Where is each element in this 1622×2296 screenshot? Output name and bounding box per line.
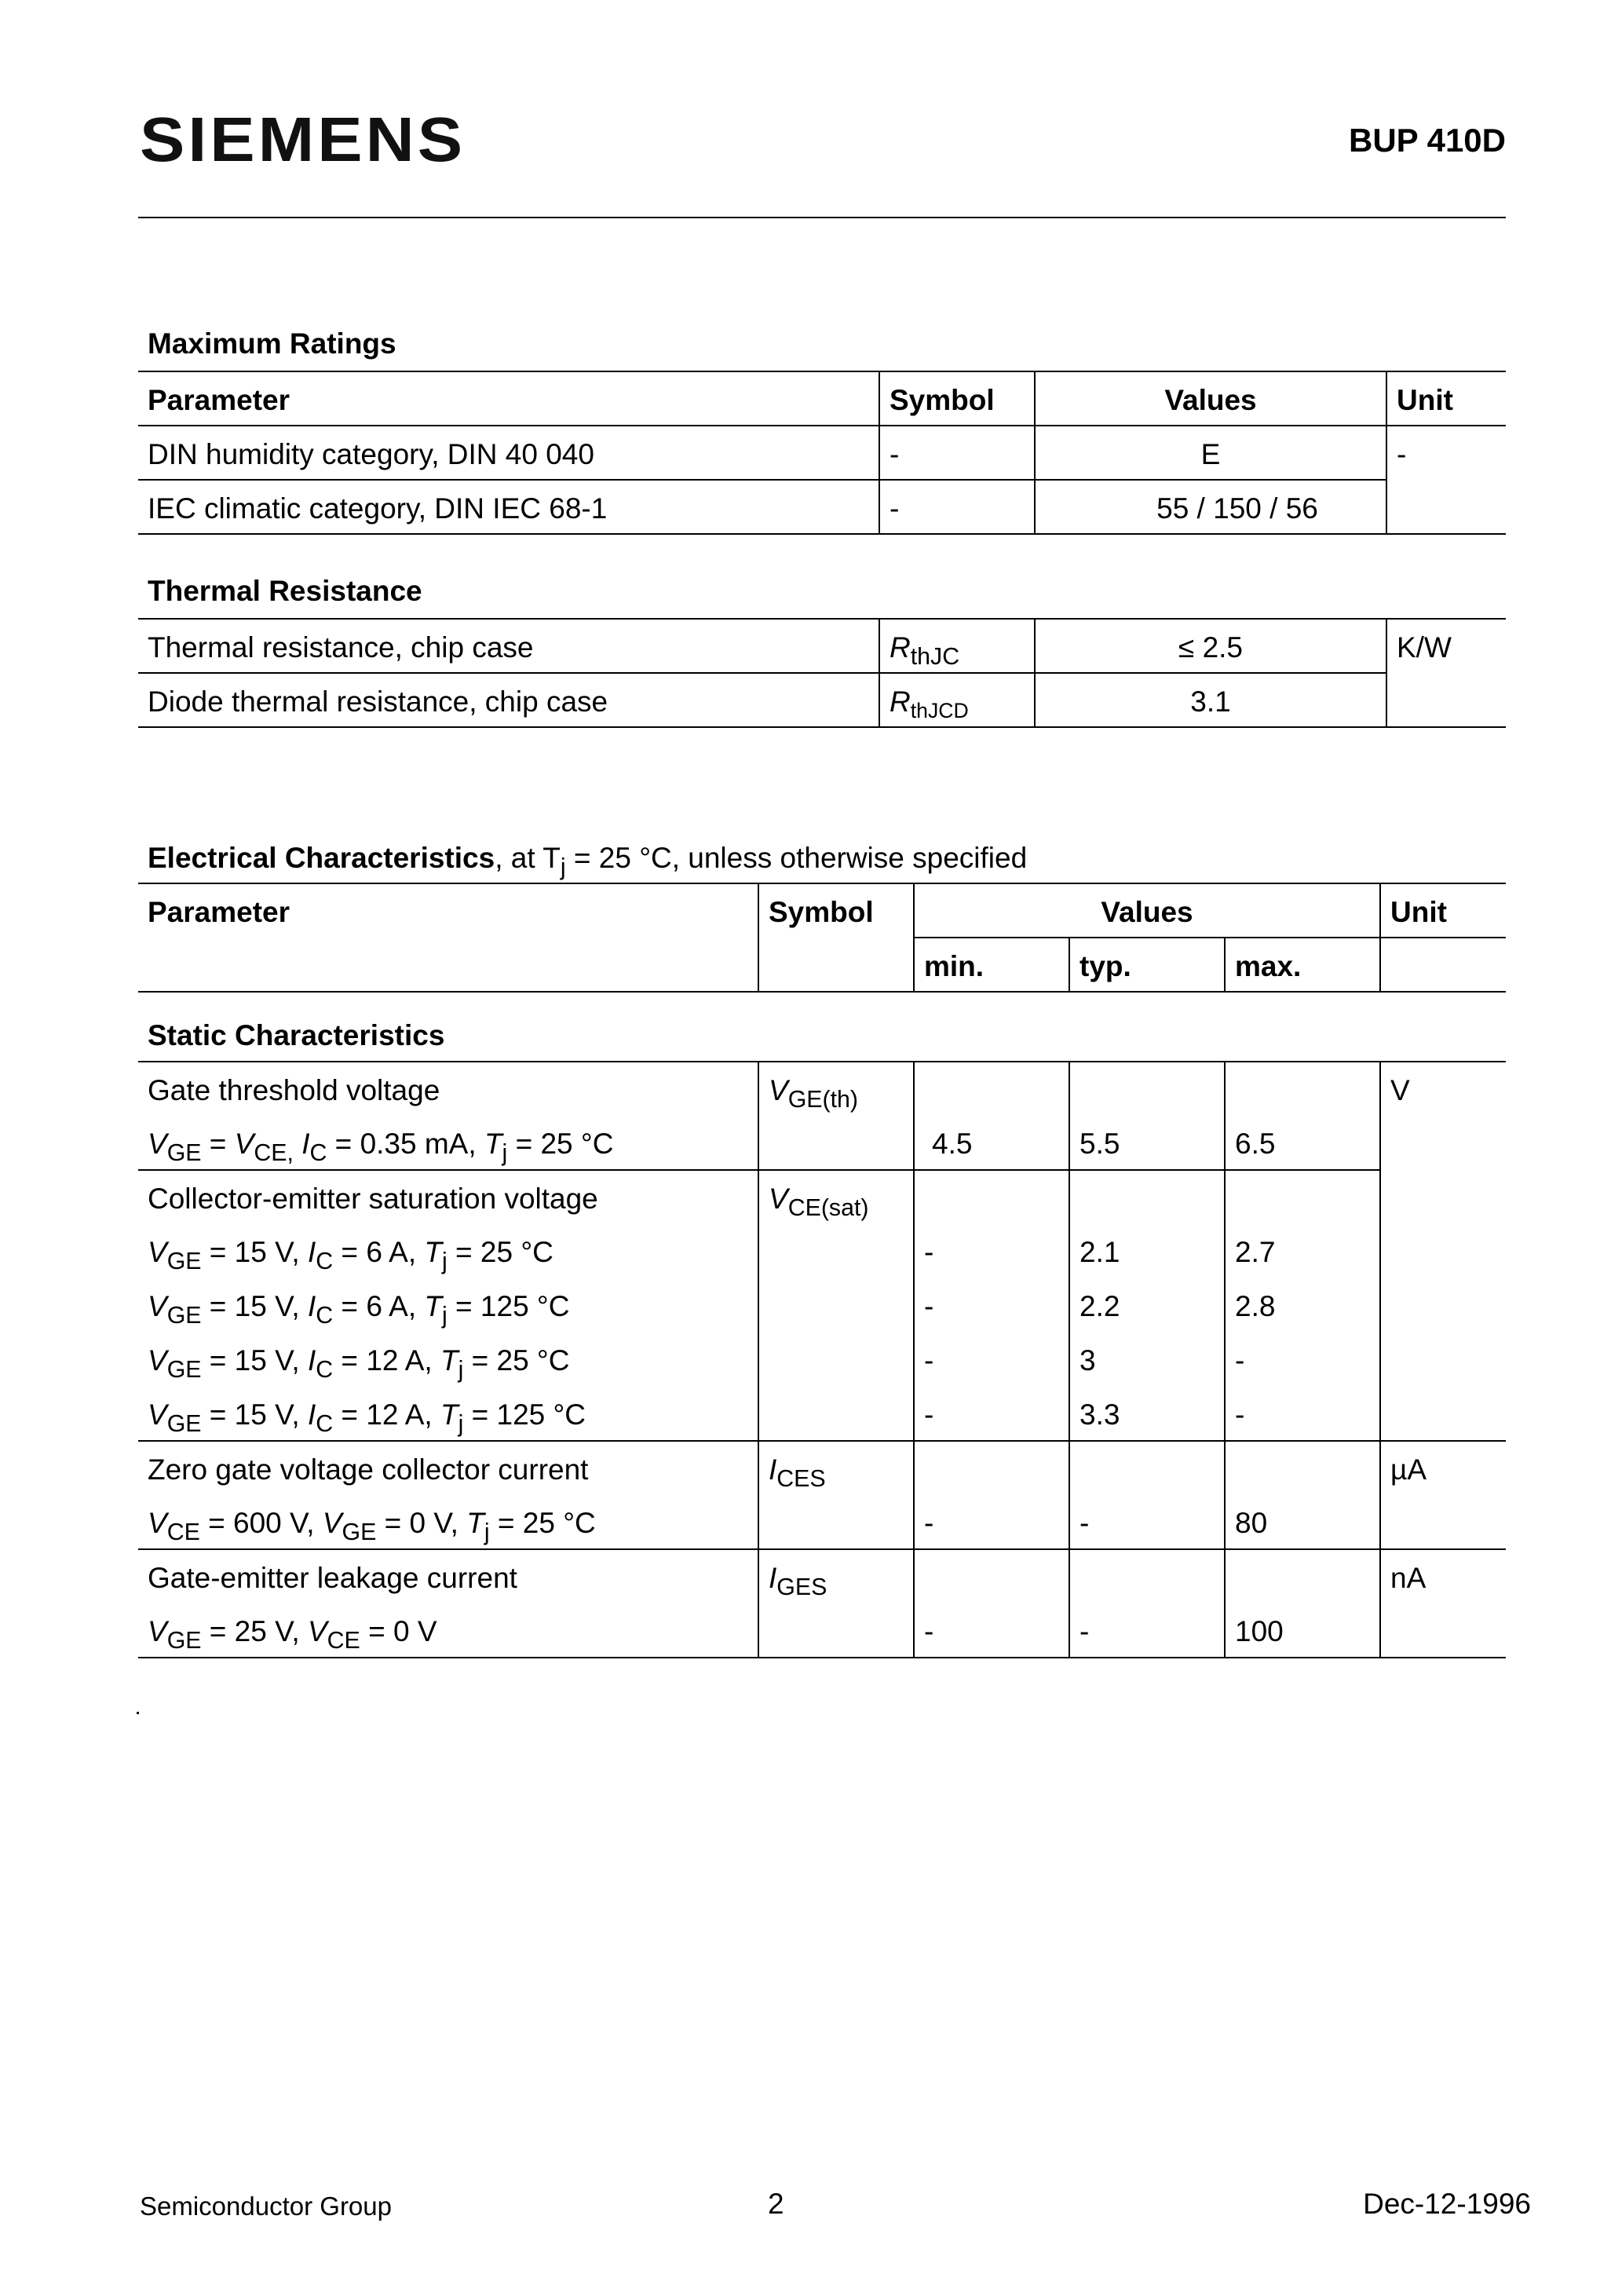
empty-cell	[138, 938, 758, 992]
symbol-cell: $R_{thJC}$	[879, 619, 1035, 673]
empty-cell	[758, 938, 914, 992]
condition-cell: $V_{GE} = V_{CE,}$ $I_C = 0.35$ mA, $T_j = 25$ °C	[148, 1128, 614, 1167]
thermal-title: Thermal Resistance	[148, 575, 422, 607]
max-cell: 100	[1225, 1603, 1380, 1658]
table-row	[138, 1170, 1506, 1224]
static-characteristics-title: Static Characteristics	[148, 1019, 445, 1051]
condition-cell: $V_{GE} = 15$ V, $I_C = 12$ A, $T_j = 125$ °C	[148, 1398, 586, 1438]
header-rule	[138, 217, 1506, 218]
section-row	[138, 992, 1506, 1062]
typ-cell: 2.1	[1069, 1224, 1225, 1278]
max-cell: 80	[1225, 1495, 1380, 1549]
footer-date: Dec-12-1996	[1363, 2188, 1531, 2220]
typ-cell: 2.2	[1069, 1278, 1225, 1333]
col-unit: Unit	[1380, 883, 1506, 938]
empty-cell	[914, 1549, 1069, 1603]
unit-cell: µA	[1380, 1441, 1506, 1549]
min-cell: -	[914, 1387, 1069, 1441]
table-row	[138, 1603, 1506, 1658]
col-typ: typ.	[1069, 938, 1225, 992]
empty-cell	[1069, 1441, 1225, 1495]
col-values: Values	[1035, 371, 1386, 426]
table-row	[138, 619, 1506, 673]
empty-cell	[914, 1062, 1069, 1116]
table-row	[138, 1333, 1506, 1387]
condition-cell: $V_{GE} = 15$ V, $I_C = 6$ A, $T_j = 25$ °C	[148, 1236, 553, 1275]
thermal-table	[138, 618, 1506, 728]
table-row	[138, 1495, 1506, 1549]
parameter-cell: Gate-emitter leakage current	[148, 1562, 517, 1594]
unit-cell: V	[1380, 1062, 1506, 1441]
table-header-row	[138, 371, 1506, 426]
max-cell: 2.8	[1225, 1278, 1380, 1333]
empty-cell	[914, 1170, 1069, 1224]
max-cell: 2.7	[1225, 1224, 1380, 1278]
value-cell: 55 / 150 / 56	[1035, 480, 1386, 534]
typ-cell: 3	[1069, 1333, 1225, 1387]
parameter-cell: Diode thermal resistance, chip case	[148, 686, 608, 718]
table-row	[138, 1116, 1506, 1170]
table-row	[138, 1387, 1506, 1441]
min-cell: -	[914, 1224, 1069, 1278]
col-symbol: Symbol	[758, 883, 914, 938]
symbol-cell: $I_{GES}$	[758, 1549, 914, 1603]
min-cell: -	[914, 1495, 1069, 1549]
siemens-logo: SIEMENS	[140, 104, 466, 175]
max-ratings-table	[138, 371, 1506, 535]
empty-cell	[758, 1387, 914, 1441]
table-row	[138, 1278, 1506, 1333]
parameter-cell: IEC climatic category, DIN IEC 68-1	[148, 492, 608, 525]
max-cell: 6.5	[1225, 1116, 1380, 1170]
max-cell: -	[1225, 1387, 1380, 1441]
parameter-cell: Collector-emitter saturation voltage	[148, 1183, 598, 1215]
max-ratings-title: Maximum Ratings	[148, 327, 396, 360]
parameter-cell: Thermal resistance, chip case	[148, 631, 534, 664]
table-header-row	[138, 883, 1506, 938]
col-max: max.	[1225, 938, 1380, 992]
stray-dot	[137, 1712, 139, 1714]
symbol-cell: $R_{thJCD}$	[879, 673, 1035, 727]
col-parameter: Parameter	[148, 896, 290, 928]
table-row	[138, 1549, 1506, 1603]
table-row	[138, 1441, 1506, 1495]
table-row	[138, 1062, 1506, 1116]
symbol-cell: $V_{CE(sat)}$	[758, 1170, 914, 1224]
table-row	[138, 480, 1506, 534]
empty-cell	[758, 1603, 914, 1658]
condition-cell: $V_{GE} = 15$ V, $I_C = 6$ A, $T_j = 125$ °C	[148, 1290, 570, 1329]
empty-cell	[914, 1441, 1069, 1495]
symbol-cell: -	[879, 426, 1035, 480]
condition-cell: $V_{CE} = 600$ V, $V_{GE} = 0$ V, $T_j = 25$ °C	[148, 1507, 596, 1546]
table-row	[138, 426, 1506, 480]
col-min: min.	[914, 938, 1069, 992]
symbol-cell: $I_{CES}$	[758, 1441, 914, 1495]
empty-cell	[1225, 1170, 1380, 1224]
empty-cell	[1225, 1062, 1380, 1116]
typ-cell: 5.5	[1069, 1116, 1225, 1170]
page-number: 2	[768, 2188, 784, 2220]
empty-cell	[1069, 1062, 1225, 1116]
empty-cell	[1225, 1549, 1380, 1603]
empty-cell	[758, 1116, 914, 1170]
value-cell: ≤ 2.5	[1035, 619, 1386, 673]
unit-cell: -	[1386, 426, 1506, 534]
empty-cell	[758, 1224, 914, 1278]
min-cell: -	[914, 1333, 1069, 1387]
col-symbol: Symbol	[879, 371, 1035, 426]
typ-cell: -	[1069, 1495, 1225, 1549]
typ-cell: 3.3	[1069, 1387, 1225, 1441]
typ-cell: -	[1069, 1603, 1225, 1658]
empty-cell	[758, 1333, 914, 1387]
parameter-cell: DIN humidity category, DIN 40 040	[148, 438, 594, 470]
symbol-cell: $V_{GE(th)}$	[758, 1062, 914, 1116]
empty-cell	[1069, 1170, 1225, 1224]
value-cell: E	[1035, 426, 1386, 480]
min-cell: 4.5	[914, 1116, 1069, 1170]
condition-cell: $V_{GE} = 15$ V, $I_C = 12$ A, $T_j = 25$ °C	[148, 1344, 570, 1384]
max-cell: -	[1225, 1333, 1380, 1387]
col-values: Values	[914, 883, 1380, 938]
col-parameter: Parameter	[148, 384, 290, 416]
table-row	[138, 673, 1506, 727]
electrical-title: Electrical Characteristics, at $T_j = 25$ °C, unless otherwise specified	[148, 842, 1028, 881]
empty-cell	[758, 1278, 914, 1333]
electrical-table	[138, 883, 1506, 1658]
unit-cell: nA	[1380, 1549, 1506, 1658]
value-cell: 3.1	[1035, 673, 1386, 727]
empty-cell	[1225, 1441, 1380, 1495]
parameter-cell: Gate threshold voltage	[148, 1074, 440, 1106]
min-cell: -	[914, 1278, 1069, 1333]
symbol-cell: -	[879, 480, 1035, 534]
table-row	[138, 1224, 1506, 1278]
part-number: BUP 410D	[1349, 122, 1506, 159]
empty-cell	[1069, 1549, 1225, 1603]
min-cell: -	[914, 1603, 1069, 1658]
col-unit: Unit	[1386, 371, 1506, 426]
empty-cell	[1380, 938, 1506, 992]
empty-cell	[758, 1495, 914, 1549]
table-subheader-row	[138, 938, 1506, 992]
parameter-cell: Zero gate voltage collector current	[148, 1453, 589, 1486]
condition-cell: $V_{GE} = 25$ V, $V_{CE} = 0$ V	[148, 1615, 437, 1654]
footer-left: Semiconductor Group	[140, 2192, 392, 2221]
unit-cell: K/W	[1386, 619, 1506, 727]
